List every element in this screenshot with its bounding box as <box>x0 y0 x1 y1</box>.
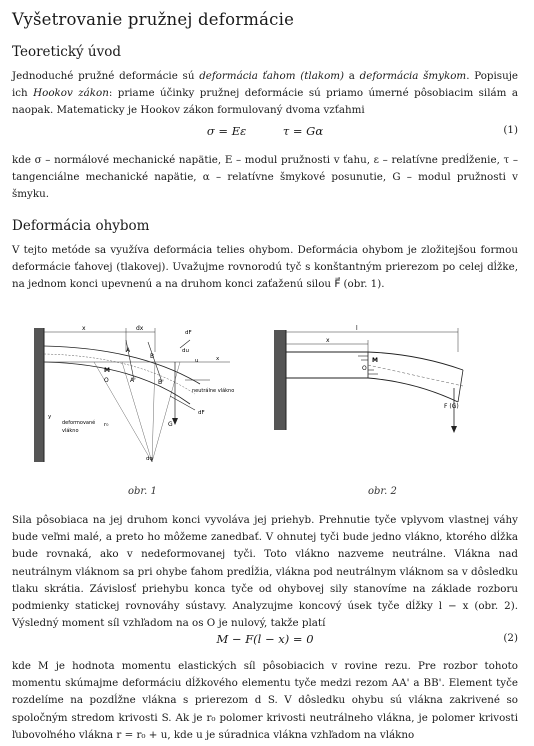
page-title: Vyšetrovanie pružnej deformácie <box>12 10 295 29</box>
equation-1 <box>12 124 518 142</box>
label-dF-top: dF <box>185 330 192 336</box>
figure-2-caption: obr. 2 <box>368 486 397 497</box>
label-M-2: M <box>372 357 378 364</box>
bending-paragraph-1: V tejto metóde sa využíva deformácia telies ohybom. Deformácia ohybom je zložitejšou formou deformácie ťahovej (tlakovej). Uvažujme rovnorodú tyč s konštantným prierezom po celej dĺžke, na jednom konci upevnenú a na druhom konci zaťaženú silou F⃗ (obr. 1). <box>12 244 518 291</box>
label-deformed-2: vlákno <box>62 428 79 434</box>
label-x-axis: x <box>216 356 220 362</box>
equation-2 <box>12 632 518 650</box>
figure-2-diagram <box>268 322 508 472</box>
equation-1-number: (1) <box>503 124 518 136</box>
label-x-2: x <box>326 337 330 344</box>
section-heading-bending: Deformácia ohybom <box>12 218 150 234</box>
label-A: A <box>126 347 131 354</box>
wall-hatch <box>34 328 44 462</box>
wall-hatch-2 <box>274 330 286 430</box>
label-A-prime: A' <box>130 377 136 384</box>
label-x: x <box>82 325 86 332</box>
label-deformed-1: deformované <box>62 420 96 426</box>
label-B: B <box>150 353 155 360</box>
label-y: y <box>48 414 52 420</box>
label-u: u <box>195 358 199 364</box>
label-neutral-fiber: neutrálne vlákno <box>192 388 235 394</box>
label-l: l <box>356 325 358 332</box>
equation-1-formula: σ = Eε τ = Gα <box>206 124 324 138</box>
label-F: F (G) <box>444 403 459 410</box>
label-dphi: dφ <box>146 456 154 462</box>
intro-paragraph-2: kde σ – normálové mechanické napätie, E – modul pružnosti v ťahu, ε – relatívne predĺženie, τ – tangenciálne mechanické napätie, α – relatívne šmykové posunutie, G – modul pružnosti v šmyku. <box>12 154 518 201</box>
bending-paragraph-2: Sila pôsobiaca na jej druhom konci vyvoláva jej priehyb. Prehnutie tyče vplyvom vlastnej váhy bude veľmi malé, a preto ho môžeme zanedbať. V ohnutej tyči bude jedno vlákno, ktorého dĺžka bude rovnaká, ako v nedeformovanej tyči. Toto vlákno nazveme neutrálne. Vlákna nad neutrálnym vláknom sa pri ohybe ťahom predĺžia, vlákna pod neutrálnym vláknom sa v dôsledku tlaku skrátia. Závislosť priehybu konca tyče od ohybovej sily stanovíme na základe rozboru podmienky statickej rovnováhy sústavy. Analyzujme koncový úsek tyče dĺžky l − x (obr. 2). Výsledný moment síl vzhľadom na os O je nulový, takže platí <box>12 514 518 630</box>
label-r0: r₀ <box>104 422 109 428</box>
label-B-prime: B' <box>158 379 164 386</box>
intro-paragraph-1: Jednoduché pružné deformácie sú deformácia ťahom (tlakom) a deformácia šmykom. Popisuje ich Hookov zákon: priame účinky pružnej deformácie sú priamo úmerné pôsobiacim silám a naopak. Matematicky je Hookov zákon formulovaný dvoma vzťahmi <box>12 70 519 117</box>
label-M: M <box>104 367 110 374</box>
label-du: du <box>182 348 189 354</box>
equation-2-number: (2) <box>503 632 518 644</box>
label-G: G <box>168 421 173 428</box>
label-dx: dx <box>136 325 144 332</box>
figure-1-caption: obr. 1 <box>128 486 157 497</box>
label-O-2: O <box>362 365 367 372</box>
equation-2-formula: M − F(l − x) = 0 <box>216 632 314 646</box>
figure-1-diagram <box>30 322 260 472</box>
label-O: O <box>104 377 109 384</box>
label-dF: dF <box>198 410 205 416</box>
bending-paragraph-3: kde M je hodnota momentu elastických síl pôsobiacich v rovine rezu. Pre rozbor tohoto momentu skúmajme deformáciu dĺžkového elementu tyče medzi rezom AA' a BB'. Element tyče rozdelíme na pozdĺžne vlákna s prierezom d S. V dôsledku ohybu sú vlákna zakrivené so spoločným stredom krivosti S. Ak je r₀ polomer krivosti neutrálneho vlákna, je polomer krivosti ľubovoľného vlákna r = r₀ + u, kde u je súradnica vlákna vzhľadom na vlákno <box>12 660 518 741</box>
section-heading-intro: Teoretický úvod <box>12 44 122 60</box>
